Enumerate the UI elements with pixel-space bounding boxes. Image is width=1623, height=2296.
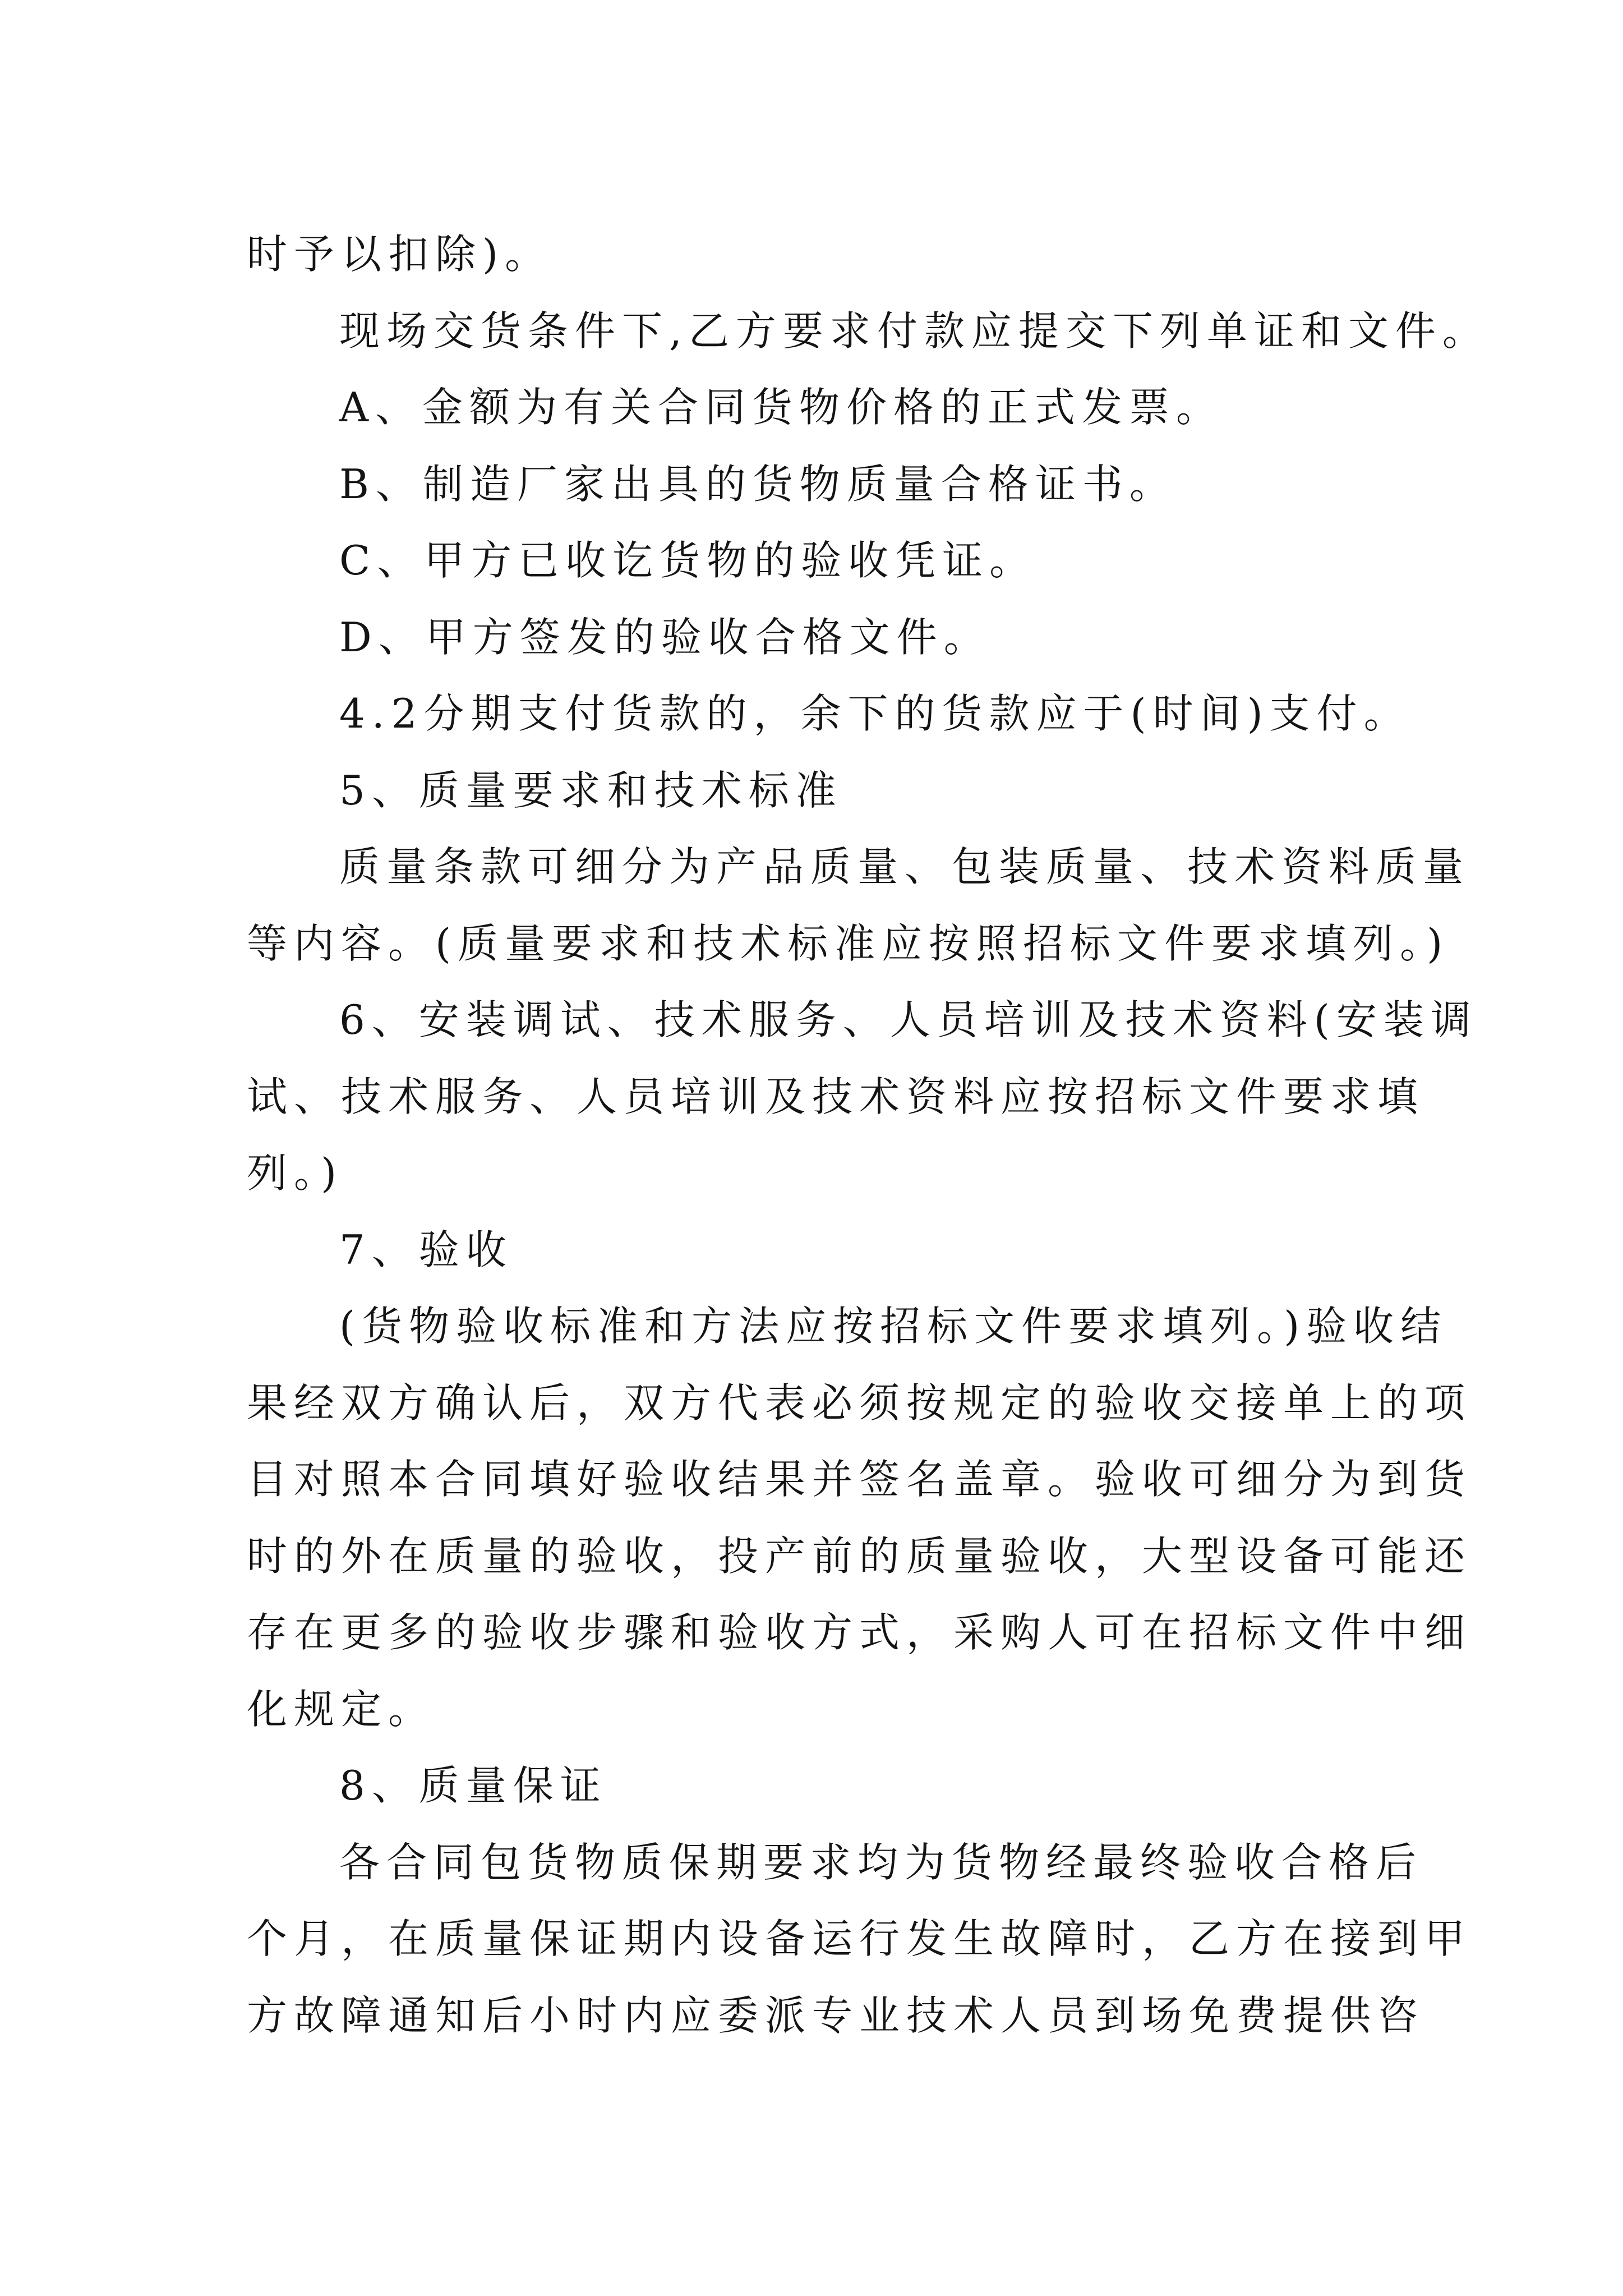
text-line: 5、质量要求和技术标准 bbox=[339, 766, 843, 814]
document-body bbox=[247, 216, 1490, 2054]
text-line: 4.2分期支付货款的，余下的货款应于(时间)支付。 bbox=[339, 690, 1411, 737]
text-line: 存在更多的验收步骤和验收方式，采购人可在招标文件中细 bbox=[247, 1609, 1472, 1656]
text-line: (货物验收标准和方法应按招标文件要求填列。)验收结 bbox=[339, 1303, 1448, 1350]
text-line: A、金额为有关合同货物价格的正式发票。 bbox=[339, 384, 1223, 431]
text-line: 试、技术服务、人员培训及技术资料应按招标文件要求填 bbox=[247, 1073, 1425, 1120]
text-line: 质量条款可细分为产品质量、包装质量、技术资料质量 bbox=[339, 843, 1470, 890]
text-line: B、制造厂家出具的货物质量合格证书。 bbox=[339, 460, 1177, 508]
text-line: 时予以扣除)。 bbox=[247, 231, 552, 278]
text-line: 目对照本合同填好验收结果并签名盖章。验收可细分为到货 bbox=[247, 1456, 1472, 1503]
text-line: 化规定。 bbox=[247, 1685, 436, 1733]
text-line: 方故障通知后小时内应委派专业技术人员到场免费提供咨 bbox=[247, 1991, 1425, 2039]
text-line: 个月，在质量保证期内设备运行发生故障时，乙方在接到甲 bbox=[247, 1915, 1472, 1962]
text-line: 6、安装调试、技术服务、人员培训及技术资料(安装调 bbox=[339, 996, 1478, 1043]
text-line: 列。) bbox=[247, 1149, 344, 1197]
text-line: 时的外在质量的验收，投产前的质量验收，大型设备可能还 bbox=[247, 1532, 1472, 1580]
text-line: 各合同包货物质保期要求均为货物经最终验收合格后 bbox=[339, 1838, 1423, 1886]
text-line: 7、验收 bbox=[339, 1226, 513, 1273]
text-line: C、甲方已收讫货物的验收凭证。 bbox=[339, 537, 1037, 584]
text-line: 等内容。(质量要求和技术标准应按照招标文件要求填列。) bbox=[247, 919, 1450, 967]
text-line: 果经双方确认后，双方代表必须按规定的验收交接单上的项 bbox=[247, 1379, 1472, 1427]
text-line: 现场交货条件下,乙方要求付款应提交下列单证和文件。 bbox=[339, 307, 1490, 355]
text-line: D、甲方签发的验收合格文件。 bbox=[339, 613, 991, 661]
text-line: 8、质量保证 bbox=[339, 1762, 607, 1809]
